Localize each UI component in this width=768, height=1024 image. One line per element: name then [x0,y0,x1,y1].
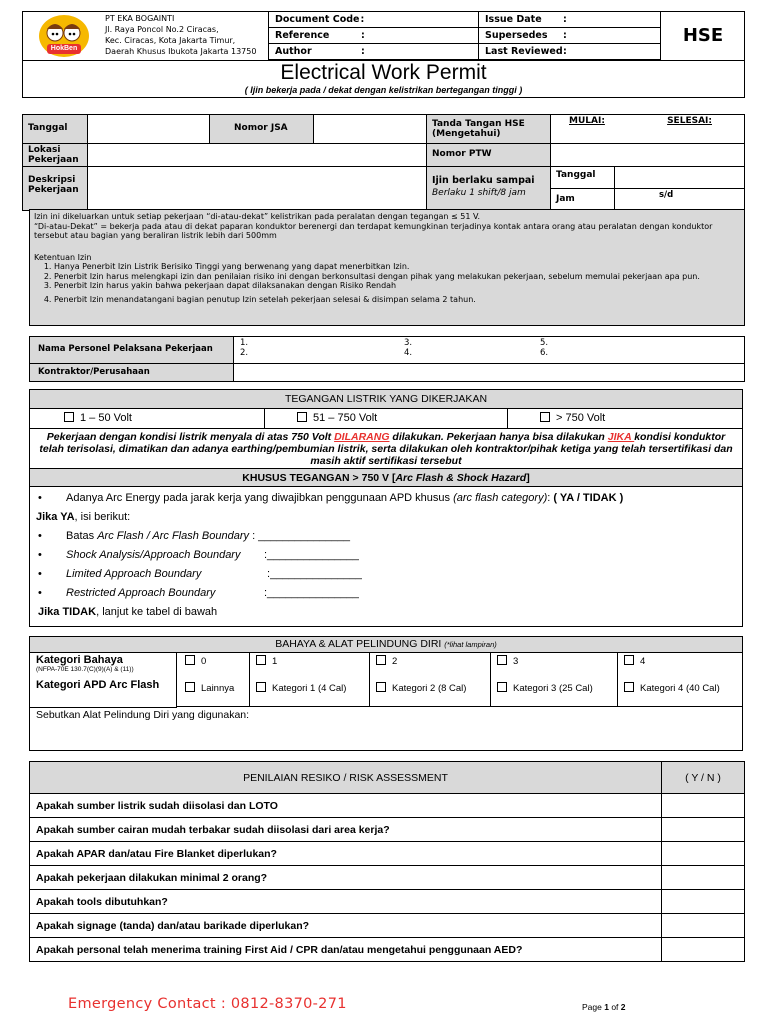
kategori-labels [30,653,177,707]
arc-energy-item: • Adanya Arc Energy pada jarak kerja yang diwajibkan penggunaan APD khusus (arc flash category): ( YA / TIDAK ) [30,489,742,508]
personel-number: 6. [540,348,549,358]
nama-personel-label: Nama Personel Pelaksana Pekerjaan [30,337,234,364]
kategori-apd-label: Kategori APD Arc Flash [36,679,160,691]
company-name: PT EKA BOGAINTI [105,14,175,23]
tanggal2-field[interactable] [615,167,745,189]
checkbox-icon[interactable] [376,655,386,665]
department-label: HSE [682,25,724,46]
ketentuan-item: 2. Penerbit Izin harus melengkapi izin dan penilaian risiko ini dengan berkonsultasi dengan pihak yang melakukan pekerjaan, sebelum memulai pekerjaan apa pun. [54,272,740,282]
risk-question: Apakah pekerjaan dilakukan minimal 2 orang? [30,866,662,890]
notice-line2: “Di-atau-Dekat” = bekerja pada atau di dekat paparan konduktor berenergi dan terdapat kemungkinan terjadinya kontak antara orang atau peralatan dengan konduktor tersebut atau bagian yang beraliran listrik lebih dari 500mm [34,221,713,240]
checkbox-icon[interactable] [256,655,266,665]
risk-table [29,761,745,962]
apd-option-3[interactable]: Kategori 3 (25 Cal) [497,682,593,694]
voltage-option-1[interactable]: 1 – 50 Volt [30,409,265,429]
tanggal2-label: Tanggal [551,167,615,189]
hazard-title: BAHAYA & ALAT PELINDUNG DIRI (*lihat lampiran) [30,637,742,653]
boundary-item[interactable]: • Limited Approach Boundary :_______________ [30,565,742,584]
supersedes-label: Supersedes [485,30,548,41]
nomor-ptw-label: Nomor PTW [427,144,551,167]
sebutkan-label: Sebutkan Alat Pelindung Diri yang digunakan: [36,709,250,721]
boundary-item[interactable]: • Restricted Approach Boundary :_______________ [30,584,742,603]
mulai-label: MULAI: [569,116,605,126]
risk-answer-field[interactable] [662,842,745,866]
emergency-contact: Emergency Contact : 0812-8370-271 [68,996,347,1012]
risk-answer-field[interactable] [662,866,745,890]
risk-answer-field[interactable] [662,818,745,842]
ijin-berlaku-cell [427,167,551,211]
apd-option-1[interactable]: Kategori 1 (4 Cal) [256,682,346,694]
voltage-title: TEGANGAN LISTRIK YANG DIKERJAKAN [30,390,742,409]
voltage-option-3[interactable]: > 750 Volt [508,409,742,429]
company-logo [38,14,90,58]
deskripsi-field[interactable] [88,167,427,211]
tanggal-field[interactable] [88,115,210,144]
dilarang-text: DILARANG [334,431,390,443]
nama-personel-field[interactable] [234,337,745,364]
page-title: Electrical Work Permit [280,61,487,84]
arc-content [30,489,742,622]
author-label: Author [275,46,312,57]
nomor-jsa-label: Nomor JSA [210,115,314,144]
personel-number: 1. [240,338,249,348]
deskripsi-label: Deskripsi Pekerjaan [23,167,88,211]
ketentuan-item: 4. Penerbit Izin menandatangani bagian penutup Izin setelah pekerjaan selesai & disimpan selama 2 tahun. [54,295,740,305]
risk-question: Apakah personal telah menerima training First Aid / CPR dan/atau mengetahui penggunaan AED? [30,938,662,962]
hazard-grid [177,653,742,707]
sd-label: s/d [659,190,674,200]
mulai-selesai-field[interactable] [551,115,745,144]
checkbox-icon[interactable] [185,682,195,692]
notice-box [29,209,745,326]
last-reviewed-label: Last Reviewed [485,46,563,57]
address-line: Kec. Ciracas, Kota Jakarta Timur, [105,36,236,45]
apd-option-4[interactable]: Kategori 4 (40 Cal) [624,682,720,694]
jam-field[interactable] [615,189,745,211]
kategori-bahaya-label: Kategori Bahaya [36,654,123,666]
apd-option-lainnya[interactable]: Lainnya [185,682,234,694]
checkbox-icon[interactable] [497,682,507,692]
voltage-option-2[interactable]: 51 – 750 Volt [265,409,508,429]
logo-text: HokBen [50,45,78,52]
ketentuan-title: Ketentuan Izin [34,252,92,262]
checkbox-icon[interactable] [376,682,386,692]
reference-label: Reference [275,30,330,41]
checkbox-icon[interactable] [256,682,266,692]
selesai-label: SELESAI: [667,116,712,126]
berlaku-shift-label: Berlaku 1 shift/8 jam [432,188,526,198]
bahaya-option-1[interactable]: 1 [256,655,277,667]
address-line: Jl. Raya Poncol No.2 Ciracas, [105,25,219,34]
nomor-ptw-field[interactable] [551,144,745,167]
jika-text: JIKA [607,431,635,443]
risk-answer-field[interactable] [662,890,745,914]
risk-question: Apakah tools dibutuhkan? [30,890,662,914]
boundary-item[interactable]: • Shock Analysis/Approach Boundary :_______________ [30,546,742,565]
checkbox-icon[interactable] [624,682,634,692]
tanggal-label: Tanggal [23,115,88,144]
checkbox-icon[interactable] [64,412,74,422]
bahaya-option-0[interactable]: 0 [185,655,206,667]
risk-question: Apakah APAR dan/atau Fire Blanket diperlukan? [30,842,662,866]
ketentuan-item: 3. Penerbit Izin harus yakin bahwa pekerjaan dapat dilaksanakan dengan Risiko Rendah [54,281,740,291]
ketentuan-item: 1. Hanya Penerbit Izin Listrik Berisiko Tinggi yang berwenang yang dapat menerbitkan Izin. [54,262,740,272]
checkbox-icon[interactable] [185,655,195,665]
nomor-jsa-field[interactable] [314,115,427,144]
ttd-hse-label: Tanda Tangan HSE (Mengetahui) [427,115,551,144]
page-subtitle: ( Ijin bekerja pada / dekat dengan kelistrikan bertegangan tinggi ) [244,85,523,95]
apd-option-2[interactable]: Kategori 2 (8 Cal) [376,682,466,694]
bahaya-option-3[interactable]: 3 [497,655,518,667]
lokasi-label: Lokasi Pekerjaan [23,144,88,167]
personel-number: 3. [404,338,413,348]
kontraktor-field[interactable] [234,364,745,382]
lokasi-field[interactable] [88,144,427,167]
jam-label: Jam [551,189,615,211]
personel-number: 5. [540,338,549,348]
jika-ya-line: Jika YA, isi berikut: [36,511,131,523]
company-address [105,13,256,57]
issue-date-label: Issue Date [485,14,542,25]
jika-tidak-line: Jika TIDAK, lanjut ke tabel di bawah [38,606,218,618]
kontraktor-label: Kontraktor/Perusahaan [30,364,234,382]
notice-line1: Izin ini dikeluarkan untuk setiap pekerjaan “di-atau-dekat” kelistrikan pada peralatan dengan tegangan ≤ 51 V. [34,212,480,221]
bahaya-option-2[interactable]: 2 [376,655,397,667]
bahaya-option-4[interactable]: 4 [624,655,645,667]
apd-sebutkan-field[interactable] [30,708,742,750]
risk-answer-field[interactable] [662,794,745,818]
page-number: Page 1 of 2 [582,1002,626,1012]
ya-tidak-choice[interactable]: ( YA / TIDAK ) [553,492,624,504]
doc-code-label: Document Code [275,14,360,25]
address-line: Daerah Khusus Ibukota Jakarta 13750 [105,47,257,56]
checkbox-icon[interactable] [497,655,507,665]
risk-answer-field[interactable] [662,938,745,962]
personnel-table [29,336,745,382]
risk-question: Apakah sumber listrik sudah diisolasi dan LOTO [30,794,662,818]
risk-title: PENILAIAN RESIKO / RISK ASSESSMENT [30,762,662,794]
ijin-berlaku-label: Ijin berlaku sampai [432,175,535,186]
checkbox-icon[interactable] [624,655,634,665]
batas-item[interactable]: • Batas Arc Flash / Arc Flash Boundary : _______________ [30,527,742,546]
risk-answer-field[interactable] [662,914,745,938]
checkbox-icon[interactable] [540,412,550,422]
voltage-warning: Pekerjaan dengan kondisi listrik menyala di atas 750 Volt DILARANG dilakukan. Pekerjaan hanya bisa dilakukan JIKA kondisi konduktor telah terisolasi, dimatikan dan adanya earthing/pembumian listrik, serta dilakukan oleh kontraktor/pihak ketiga yang telah tersertifikasi dan masih aktif sertifikasi tersebut [39,431,733,467]
yn-header: ( Y / N ) [662,762,745,794]
permit-info-table [22,114,745,211]
doc-meta-table: Document Code : Issue Date : Reference : Supersedes : Author : Last Reviewed : [268,11,661,60]
ketentuan-list [34,262,740,304]
risk-question: Apakah signage (tanda) dan/atau barikade diperlukan? [30,914,662,938]
khusus-title: KHUSUS TEGANGAN > 750 V [Arc Flash & Shock Hazard] [30,468,742,487]
checkbox-icon[interactable] [297,412,307,422]
personel-number: 4. [404,348,413,358]
risk-question: Apakah sumber cairan mudah terbakar sudah diisolasi dari area kerja? [30,818,662,842]
nfpa-label: (NFPA-70E 130.7(C)(9)(A) & (11)) [36,666,134,673]
personel-number: 2. [240,348,249,358]
